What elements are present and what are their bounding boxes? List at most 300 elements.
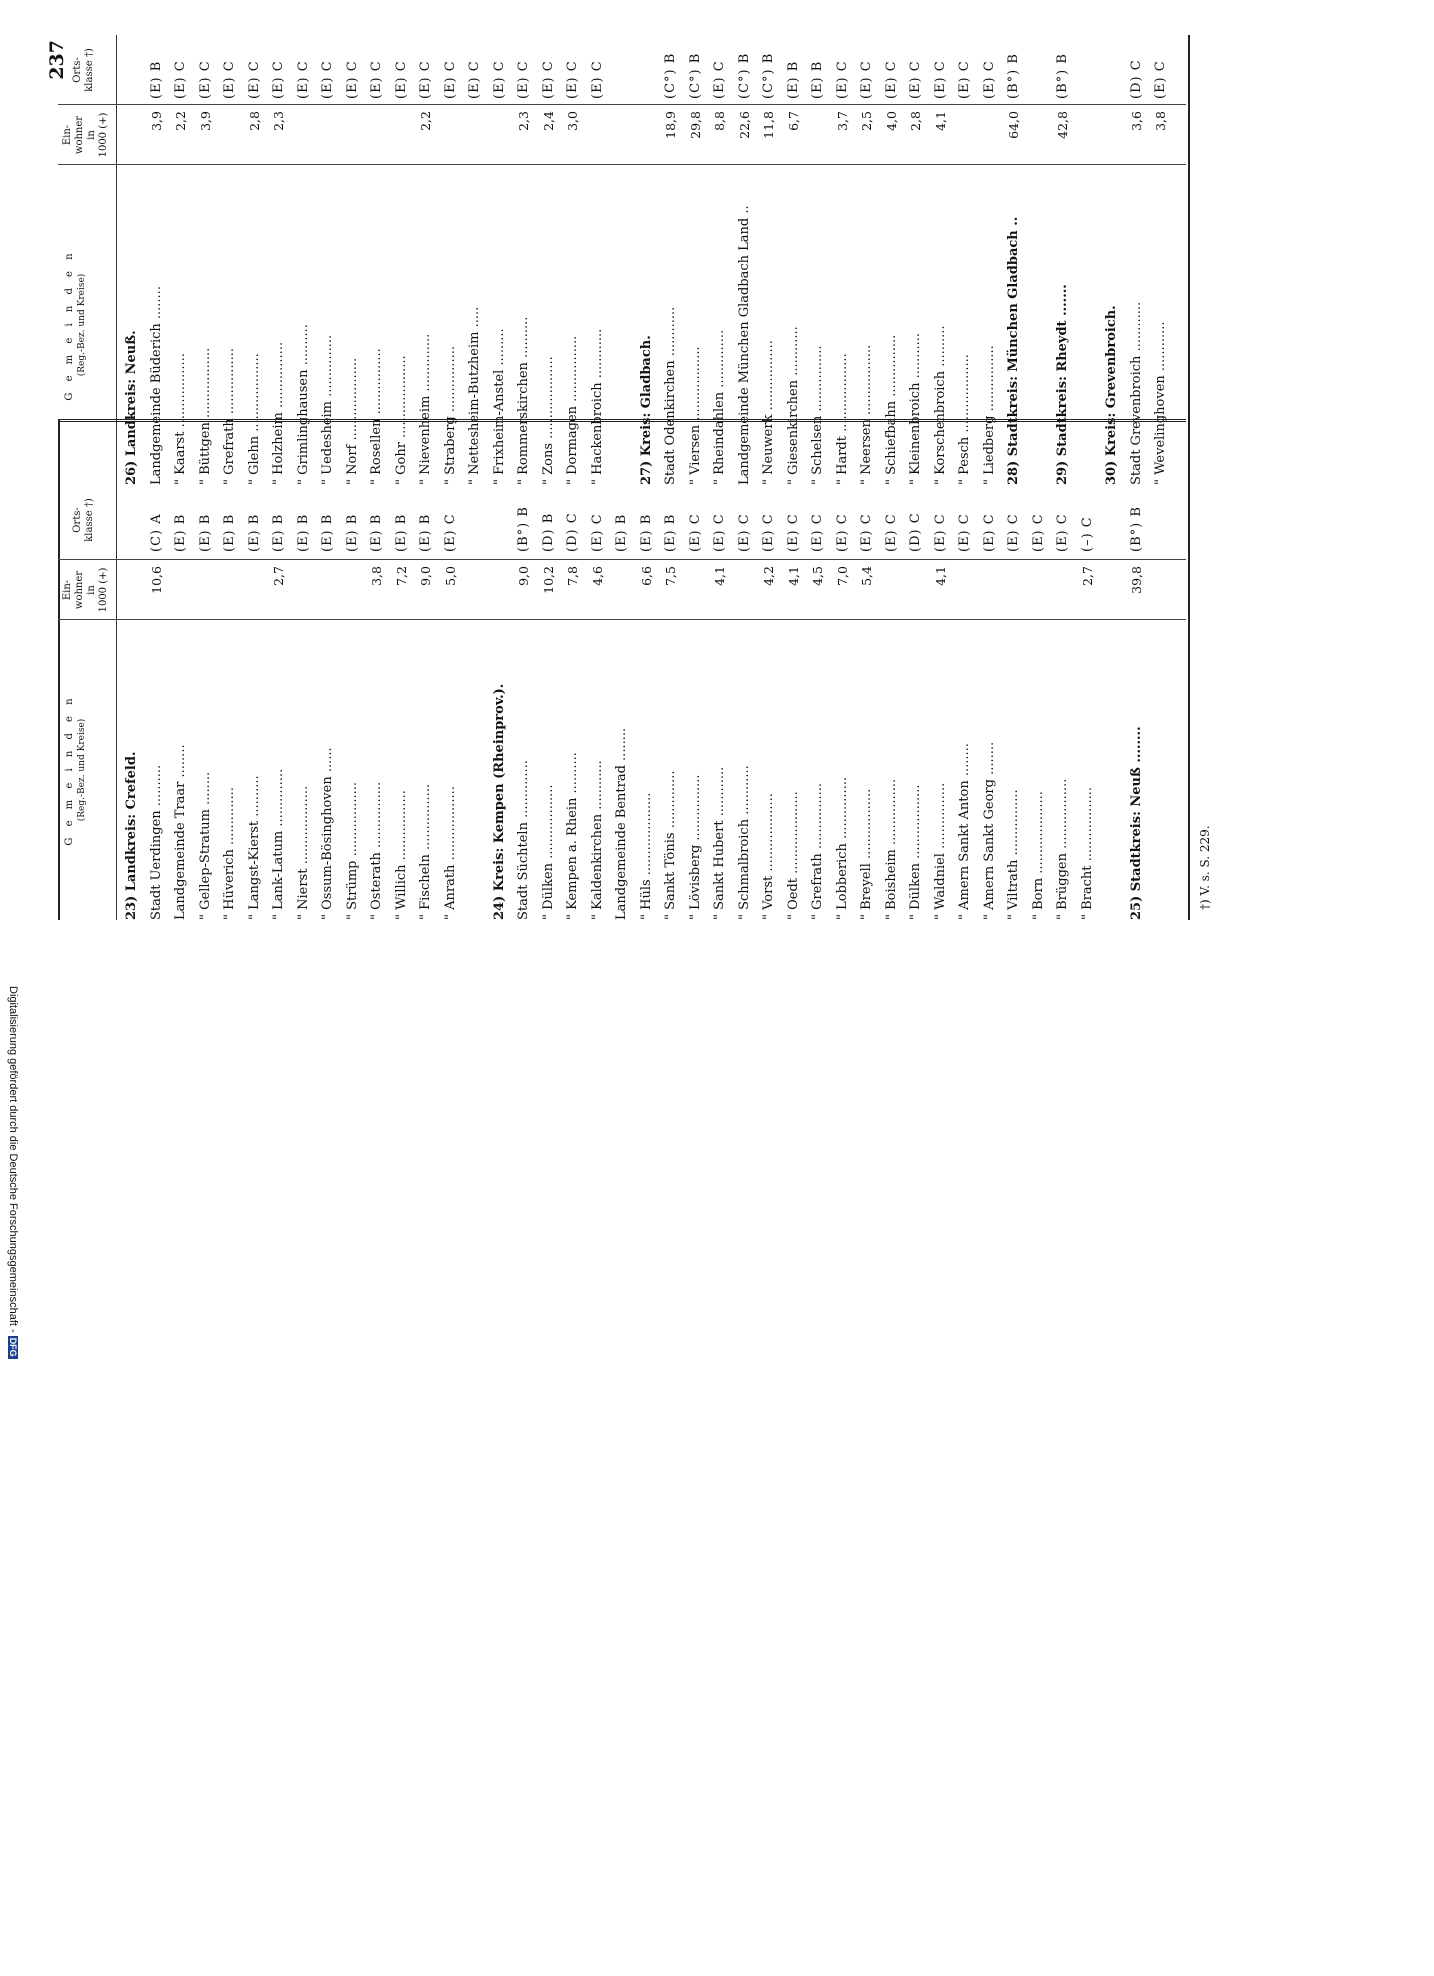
einwohner-value: 9,0 <box>418 566 433 586</box>
ortsklasse-value: (E) B <box>810 60 825 99</box>
gemeinde-name: " Dülken .................. <box>540 784 556 920</box>
gemeinde-name: " Holzheim ................ <box>271 341 286 485</box>
ortsklasse-value: (E) C <box>712 513 727 552</box>
gemeinde-name: " Strümp .................. <box>344 782 360 920</box>
header-rule <box>116 35 117 485</box>
table-row <box>610 420 635 920</box>
ortsklasse-value: (E) C <box>1153 60 1168 99</box>
table-row <box>243 420 268 920</box>
table-row <box>831 35 856 485</box>
table-row <box>292 420 317 920</box>
gemeinde-name: " Waldniel ................ <box>932 782 948 920</box>
einwohner-value: 6,7 <box>785 111 801 131</box>
einwohner-value: 3,8 <box>1153 111 1168 131</box>
ortsklasse-value: (E) C <box>834 60 850 99</box>
ortsklasse-value: (E) B <box>393 513 409 552</box>
gemeinde-name: " Uedesheim ............... <box>320 334 335 485</box>
table-row <box>757 420 782 920</box>
table-row <box>635 35 660 485</box>
table-row <box>463 420 488 920</box>
einwohner-value: 18,9 <box>663 111 678 139</box>
table-row <box>169 35 194 485</box>
einwohner-value: 3,7 <box>834 111 850 131</box>
einwohner-value: 2,3 <box>271 111 286 131</box>
table-row <box>537 35 562 485</box>
table-row <box>194 420 219 920</box>
gemeinde-name: " Wevelinghoven ............ <box>1153 321 1168 485</box>
table-row <box>978 35 1003 485</box>
page-number: 237 <box>46 40 68 80</box>
ortsklasse-value: (E) B <box>222 513 237 552</box>
table-row <box>659 35 684 485</box>
ortsklasse-value: (D) B <box>540 512 556 552</box>
ortsklasse-value: (E) C <box>1030 513 1046 552</box>
gemeinde-name: " Born .................... <box>1030 791 1046 920</box>
einwohner-value: 7,5 <box>663 566 678 586</box>
einwohner-value: 3,9 <box>148 111 164 131</box>
einwohner-value: 5,0 <box>442 566 458 586</box>
gemeinde-name: " Osterath ................ <box>369 781 384 920</box>
einwohner-value: 2,2 <box>418 111 433 131</box>
einwohner-value: 3,9 <box>197 111 213 131</box>
table-row <box>365 420 390 920</box>
ortsklasse-value: (E) B <box>173 513 188 552</box>
table-row <box>831 420 856 920</box>
einwohner-value: 4,0 <box>883 111 899 131</box>
table-row <box>512 35 537 485</box>
gemeinde-name: 27) Kreis: Gladbach. <box>638 335 654 485</box>
gemeinde-name: Landgemeinde Traar ........ <box>173 744 188 920</box>
ortsklasse-value: (D) C <box>1128 59 1144 99</box>
einwohner-value: 2,8 <box>246 111 262 131</box>
ortsklasse-value: (E) C <box>295 60 311 99</box>
table-row <box>439 35 464 485</box>
header-gemeinden <box>64 165 88 485</box>
table-row <box>1125 35 1150 485</box>
table-row <box>145 420 170 920</box>
ortsklasse-value: (E) B <box>197 513 213 552</box>
ortsklasse-value: (E) C <box>981 60 997 99</box>
table-row <box>341 420 366 920</box>
table-row <box>929 420 954 920</box>
gemeinde-name: " Kempen a. Rhein .......... <box>565 752 580 920</box>
gemeinde-name: " Norf .................... <box>344 357 360 485</box>
table-row <box>1051 420 1076 920</box>
gemeinde-name: " Nievenheim .............. <box>418 333 433 485</box>
ortsklasse-value: (B°) B <box>1128 506 1144 552</box>
table-row <box>488 35 513 485</box>
ortsklasse-value: (E) C <box>516 60 531 99</box>
gemeinde-name: " Lobberich ............... <box>834 776 850 920</box>
table-row <box>782 35 807 485</box>
gemeinde-name: " Büttgen ................. <box>197 347 213 485</box>
gemeinde-name: Landgemeinde Bentrad ........ <box>614 727 629 920</box>
einwohner-value: 7,0 <box>834 566 850 586</box>
table-row <box>855 35 880 485</box>
ortsklasse-value: (E) B <box>785 60 801 99</box>
gemeinde-name: " Hüverich .............. <box>222 787 237 920</box>
table-row <box>855 420 880 920</box>
einwohner-value: 4,1 <box>785 566 801 586</box>
table-row <box>1100 420 1125 920</box>
ortsklasse-value: (E) B <box>418 513 433 552</box>
ortsklasse-value: (D) C <box>565 512 580 552</box>
einwohner-value: 7,8 <box>565 566 580 586</box>
table-row <box>414 35 439 485</box>
header-gemeinden-label: G e m e i n d e n <box>64 694 75 846</box>
table-row <box>880 35 905 485</box>
table-row <box>586 35 611 485</box>
table-row <box>610 35 635 485</box>
header-ortsklasse: Orts- klasse †) <box>72 498 95 542</box>
ortsklasse-value: (E) B <box>638 513 654 552</box>
table-row <box>684 35 709 485</box>
table-row <box>708 420 733 920</box>
einwohner-value: 5,4 <box>859 566 874 586</box>
gemeinde-name: " Gellep-Stratum ........ <box>197 771 213 920</box>
gemeinde-name: 26) Landkreis: Neuß. <box>124 330 139 485</box>
gemeinde-name: " Ossum-Bösinghoven ...... <box>320 747 335 920</box>
ortsklasse-value: (E) C <box>932 60 948 99</box>
ortsklasse-value: (E) C <box>883 60 899 99</box>
table-row <box>561 420 586 920</box>
gemeinde-name: " Sankt Tönis .............. <box>663 770 678 920</box>
table-row <box>145 35 170 485</box>
gemeinde-name: " Grefrath ................ <box>222 347 237 485</box>
einwohner-value: 10,2 <box>540 566 556 594</box>
gemeinde-name: " Sankt Hubert ............ <box>712 766 727 920</box>
gemeinde-name: Stadt Süchteln .............. <box>516 760 531 920</box>
table-row <box>904 420 929 920</box>
einwohner-value: 2,7 <box>271 566 286 586</box>
table-row <box>194 35 219 485</box>
gemeinde-name: " Boisheim ................ <box>883 778 899 920</box>
ortsklasse-value: (E) B <box>369 513 384 552</box>
left-table <box>58 420 1188 920</box>
ortsklasse-value: (C°) B <box>761 52 776 99</box>
gemeinde-name: " Breyell ................. <box>859 788 874 920</box>
gemeinde-name: " Nierst ................... <box>295 785 311 920</box>
center-divider <box>58 419 1186 422</box>
gemeinde-name: " Hardt ................... <box>834 353 850 485</box>
table-row <box>586 420 611 920</box>
ortsklasse-value: (E) C <box>197 60 213 99</box>
ortsklasse-value: (E) B <box>663 513 678 552</box>
ortsklasse-value: (E) C <box>736 513 752 552</box>
table-row <box>218 35 243 485</box>
ortsklasse-value: (E) C <box>320 60 335 99</box>
ortsklasse-value: (E) C <box>442 513 458 552</box>
table-row <box>684 420 709 920</box>
einwohner-value: 4,6 <box>589 566 605 586</box>
ortsklasse-value: (E) C <box>957 513 972 552</box>
gemeinde-name: " Langst-Kierst .......... <box>246 775 262 920</box>
gemeinde-name: 23) Landkreis: Crefeld. <box>124 751 139 920</box>
ortsklasse-value: (E) C <box>173 60 188 99</box>
gemeinde-name: " Lövisberg ................ <box>687 774 703 920</box>
gemeinde-name: " Hackenbroich ............ <box>589 328 605 485</box>
gemeinde-name: 25) Stadtkreis: Neuß ........ <box>1128 726 1144 920</box>
ortsklasse-value: (E) C <box>687 513 703 552</box>
table-row <box>880 420 905 920</box>
einwohner-value: 2,4 <box>540 111 556 131</box>
ortsklasse-value: (E) C <box>418 60 433 99</box>
gemeinde-name: " Schelsen ................ <box>810 345 825 485</box>
ortsklasse-value: (E) C <box>810 513 825 552</box>
einwohner-value: 4,1 <box>712 566 727 586</box>
einwohner-value: 2,3 <box>516 111 531 131</box>
einwohner-value: 4,2 <box>761 566 776 586</box>
einwohner-value: 22,6 <box>736 111 752 139</box>
table-row <box>1051 35 1076 485</box>
gemeinde-name: " Kleinenbroich ........... <box>908 332 923 485</box>
table-row <box>782 420 807 920</box>
gemeinde-name: " Lank-Latum .............. <box>271 768 286 920</box>
ortsklasse-value: (E) C <box>712 60 727 99</box>
gemeinde-name: " Liedberg ................ <box>981 345 997 485</box>
header-gemeinden-sub: (Reg.-Bez. und Kreise) <box>77 718 87 822</box>
table-row <box>267 35 292 485</box>
einwohner-value: 4,1 <box>932 566 948 586</box>
table-row <box>708 35 733 485</box>
gemeinde-name: " Korschenbroich .......... <box>932 325 948 485</box>
header-gemeinden-label: G e m e i n d e n <box>64 249 75 401</box>
gemeinde-name: 30) Kreis: Grevenbroich. <box>1104 305 1119 485</box>
table-row <box>267 420 292 920</box>
gemeinde-name: " Grimlinghausen .......... <box>295 324 311 485</box>
gemeinde-name: " Fischeln ................ <box>418 783 433 920</box>
ortsklasse-value: (E) B <box>148 60 164 99</box>
header-gemeinden <box>64 620 88 920</box>
gemeinde-name: Stadt Uerdingen .......... <box>148 764 164 920</box>
ortsklasse-value: (B°) B <box>1006 53 1021 99</box>
ortsklasse-value: (E) C <box>981 513 997 552</box>
gemeinde-name: Landgemeinde Büderich ........ <box>148 286 164 485</box>
gemeinde-name: " Rheindahlen .............. <box>712 329 727 485</box>
table-row <box>341 35 366 485</box>
ortsklasse-value: (E) C <box>589 60 605 99</box>
ortsklasse-value: (E) C <box>540 60 556 99</box>
header-einwohner: Ein- wohner in 1000 (+) <box>62 567 109 613</box>
gemeinde-name: " Schmalbroich ............ <box>736 765 752 920</box>
ortsklasse-value: (E) C <box>932 513 948 552</box>
table-row <box>806 420 831 920</box>
table-row <box>904 35 929 485</box>
gemeinde-name: 28) Stadtkreis: München Gladbach .. <box>1006 216 1021 485</box>
table-row <box>1125 420 1150 920</box>
table-row <box>1076 35 1101 485</box>
table-row <box>463 35 488 485</box>
ortsklasse-value: (E) C <box>369 60 384 99</box>
ortsklasse-value: (C°) B <box>663 52 678 99</box>
einwohner-value: 3,6 <box>1128 111 1144 131</box>
einwohner-value: 11,8 <box>761 111 776 139</box>
table-row <box>512 420 537 920</box>
gemeinde-name: " Nettesheim-Butzheim ..... <box>467 306 482 485</box>
ortsklasse-value: (B°) B <box>1055 53 1070 99</box>
ortsklasse-value: (E) C <box>491 60 507 99</box>
ortsklasse-value: (E) C <box>908 60 923 99</box>
table-row <box>1149 35 1174 485</box>
ortsklasse-value: (E) C <box>271 60 286 99</box>
ortsklasse-value: (E) C <box>834 513 850 552</box>
credit-text: Digitalisierung gefördert durch die Deutsche Forschungsgemeinschaft - <box>7 986 19 1333</box>
gemeinde-name: " Hüls .................... <box>638 792 654 920</box>
table-row <box>390 35 415 485</box>
table-row <box>757 35 782 485</box>
ortsklasse-value: (E) B <box>614 513 629 552</box>
einwohner-value: 3,0 <box>565 111 580 131</box>
einwohner-value: 29,8 <box>687 111 703 139</box>
table-row <box>561 35 586 485</box>
ortsklasse-value: (E) C <box>442 60 458 99</box>
einwohner-value: 39,8 <box>1128 566 1144 594</box>
table-row <box>316 35 341 485</box>
einwohner-value: 4,5 <box>810 566 825 586</box>
bottom-rule <box>1188 35 1190 920</box>
table-row <box>953 35 978 485</box>
gemeinde-name: " Kaarst .................. <box>173 353 188 485</box>
einwohner-value: 3,8 <box>369 566 384 586</box>
ortsklasse-value: (C) A <box>148 513 164 552</box>
ortsklasse-value: (D) C <box>908 512 923 552</box>
table-row <box>120 420 145 920</box>
ortsklasse-value: (E) B <box>295 513 311 552</box>
gemeinde-name: " Bracht .................. <box>1079 786 1095 920</box>
gemeinde-name: " Schiefbahn ............... <box>883 334 899 485</box>
table-row <box>1002 35 1027 485</box>
ortsklasse-value: (E) C <box>565 60 580 99</box>
gemeinde-name: " Rommerskirchen .......... <box>516 316 531 485</box>
gemeinde-name: " Giesenkirchen ............ <box>785 326 801 485</box>
right-table <box>58 35 1188 485</box>
gemeinde-name: " Glehn ................... <box>246 353 262 485</box>
table-row <box>292 35 317 485</box>
einwohner-value: 2,5 <box>859 111 874 131</box>
ortsklasse-value: (E) C <box>467 60 482 99</box>
table-row <box>488 420 513 920</box>
ortsklasse-value: (C°) B <box>736 52 752 99</box>
ortsklasse-value: (E) B <box>271 513 286 552</box>
einwohner-value: 9,0 <box>516 566 531 586</box>
header-ortsklasse: Orts- klasse †) <box>72 48 95 92</box>
table-row <box>1027 420 1052 920</box>
table-row <box>953 420 978 920</box>
einwohner-value: 64,0 <box>1006 111 1021 139</box>
gemeinde-name: " Neersen ................. <box>859 344 874 485</box>
gemeinde-name: " Gohr .................... <box>393 355 409 485</box>
gemeinde-name: " Viltrath ................ <box>1006 789 1021 920</box>
ortsklasse-value: (E) C <box>344 60 360 99</box>
table-row <box>1100 35 1125 485</box>
table-row <box>414 420 439 920</box>
gemeinde-name: " Straberg ................ <box>442 345 458 485</box>
gemeinde-name: Landgemeinde München Gladbach Land .. <box>736 205 752 485</box>
gemeinde-name: " Willich ................. <box>393 790 409 920</box>
header-gemeinden-sub: (Reg.-Bez. und Kreise) <box>77 273 87 377</box>
gemeinde-name: " Dülken .................. <box>908 784 923 920</box>
ortsklasse-value: (E) B <box>246 513 262 552</box>
table-row <box>733 420 758 920</box>
ortsklasse-value: (E) B <box>344 513 360 552</box>
gemeinde-name: " Anrath .................. <box>442 786 458 920</box>
einwohner-value: 10,6 <box>148 566 164 594</box>
table-row <box>365 35 390 485</box>
einwohner-value: 6,6 <box>638 566 654 586</box>
gemeinde-name: Stadt Odenkirchen ............ <box>663 306 678 485</box>
credit-line <box>7 986 19 1976</box>
ortsklasse-value: (E) C <box>957 60 972 99</box>
header-einwohner: Ein- wohner in 1000 (+) <box>62 112 109 158</box>
table-row <box>978 420 1003 920</box>
ortsklasse-value: (E) C <box>785 513 801 552</box>
table-row <box>635 420 660 920</box>
gemeinde-name: " Zons .................... <box>540 356 556 485</box>
ortsklasse-value: (E) B <box>320 513 335 552</box>
ortsklasse-value: (E) C <box>883 513 899 552</box>
gemeinde-name: " Viersen .................. <box>687 346 703 485</box>
header-rule <box>116 480 117 920</box>
ortsklasse-value: (E) C <box>859 513 874 552</box>
ortsklasse-value: (E) C <box>1055 513 1070 552</box>
table-row <box>537 420 562 920</box>
gemeinde-name: " Neuwerk ................. <box>761 340 776 485</box>
einwohner-value: 2,2 <box>173 111 188 131</box>
einwohner-value: 8,8 <box>712 111 727 131</box>
table-row <box>120 35 145 485</box>
einwohner-value: 2,8 <box>908 111 923 131</box>
gemeinde-name: Stadt Grevenbroich ............ <box>1128 301 1144 485</box>
einwohner-value: 7,2 <box>393 566 409 586</box>
ortsklasse-value: (E) C <box>1006 513 1021 552</box>
dfg-logo: DFG <box>8 1337 18 1357</box>
gemeinde-name: " Frixheim-Anstel ......... <box>491 328 507 485</box>
gemeinde-name: " Grefrath ................ <box>810 782 825 920</box>
left-rows <box>120 420 1149 920</box>
gemeinde-name: 24) Kreis: Kempen (Rheinprov.). <box>491 683 507 920</box>
ortsklasse-value: (E) C <box>589 513 605 552</box>
table-row <box>659 420 684 920</box>
top-rule <box>58 420 60 920</box>
ortsklasse-value: (E) C <box>859 60 874 99</box>
table-row <box>1076 420 1101 920</box>
table-row <box>390 420 415 920</box>
table-row <box>806 35 831 485</box>
table-row <box>218 420 243 920</box>
ortsklasse-value: (E) C <box>393 60 409 99</box>
table-row <box>1027 35 1052 485</box>
table-row <box>316 420 341 920</box>
ortsklasse-value: (C°) B <box>687 52 703 99</box>
footnote: †) V. s. S. 229. <box>1198 825 1212 910</box>
einwohner-value: 42,8 <box>1055 111 1070 139</box>
table-row <box>243 35 268 485</box>
table-row <box>929 35 954 485</box>
gemeinde-name: " Dormagen ................ <box>565 335 580 485</box>
einwohner-value: 2,7 <box>1079 566 1095 586</box>
ortsklasse-value: (E) C <box>222 60 237 99</box>
gemeinde-name: 29) Stadtkreis: Rheydt ....... <box>1055 284 1070 485</box>
gemeinde-name: " Rosellen ................ <box>369 348 384 485</box>
right-rows <box>120 35 1174 485</box>
einwohner-value: 4,1 <box>932 111 948 131</box>
table-row <box>439 420 464 920</box>
ortsklasse-value: (–) C <box>1079 516 1095 552</box>
ortsklasse-value: (B°) B <box>516 506 531 552</box>
ortsklasse-value: (E) C <box>761 513 776 552</box>
gemeinde-name: " Brüggen ................. <box>1055 778 1070 920</box>
ortsklasse-value: (E) C <box>246 60 262 99</box>
